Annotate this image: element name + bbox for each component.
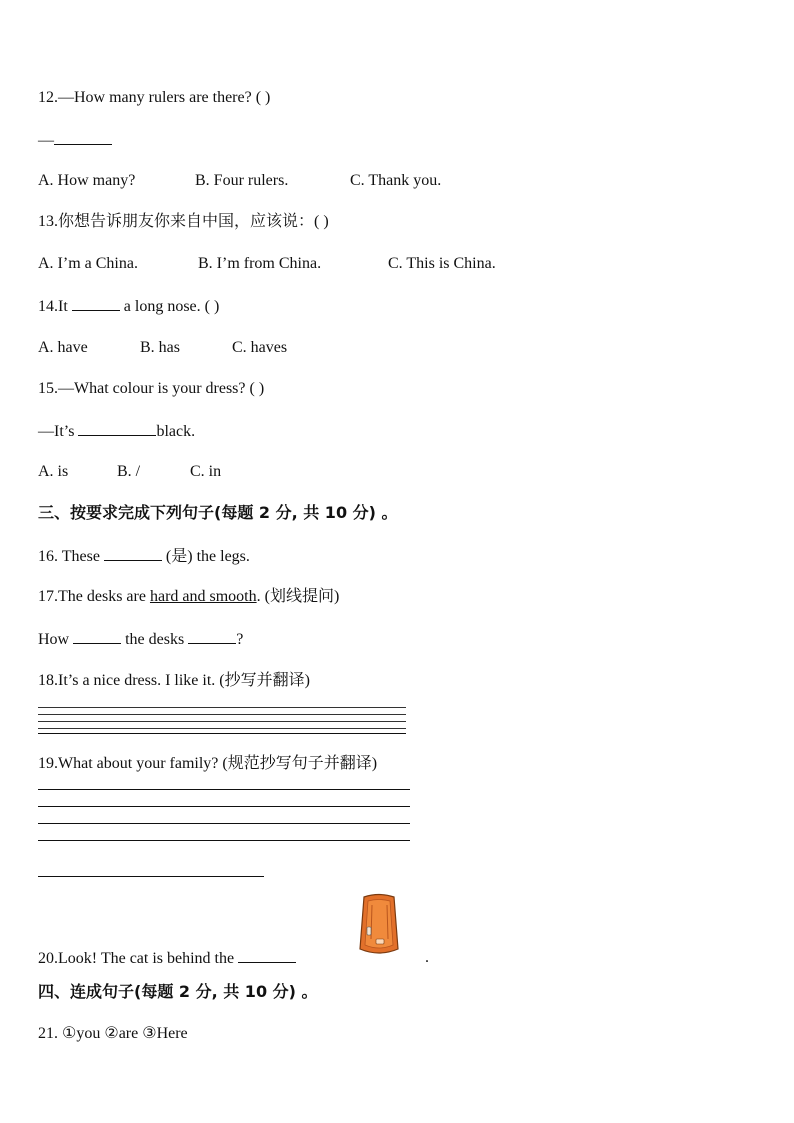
q17-the-desks: the desks: [125, 631, 185, 648]
q15-option-c[interactable]: C. in: [190, 463, 222, 480]
q12-options: [38, 171, 441, 191]
q17-blank-1[interactable]: [73, 629, 121, 644]
q19-writing-line-1[interactable]: [38, 789, 410, 790]
q19-writing-line-5[interactable]: [38, 876, 264, 877]
q12-dash: —: [38, 132, 54, 149]
q12-answer-line: [38, 130, 112, 151]
q13-question: 13.你想告诉朋友你来自中国，应该说：( ): [38, 213, 329, 230]
q13-option-c[interactable]: C. This is China.: [388, 255, 496, 272]
q17-blank-2[interactable]: [188, 629, 236, 644]
q20-question: [38, 948, 296, 969]
q18-writing-line-4[interactable]: [38, 728, 406, 729]
q17-answer: [38, 629, 243, 650]
orange-cabinet-icon: [358, 893, 400, 957]
q16-blank[interactable]: [104, 546, 162, 561]
q14-options: [38, 338, 287, 358]
q19-writing-line-3[interactable]: [38, 823, 410, 824]
q15-suffix: black.: [156, 423, 196, 440]
q14-blank[interactable]: [72, 296, 120, 311]
q17-prefix: 17.The desks are: [38, 588, 146, 605]
q18-question: 18.It’s a nice dress. I like it. (抄写并翻译): [38, 672, 310, 689]
q12-option-b[interactable]: B. Four rulers.: [195, 172, 289, 189]
q18-writing-line-3[interactable]: [38, 721, 406, 722]
q12-answer-blank[interactable]: [54, 130, 112, 145]
q20-prefix: 20.Look! The cat is behind the: [38, 950, 235, 967]
q17-question: [38, 587, 339, 607]
q20-period: .: [425, 949, 429, 966]
q13-option-b[interactable]: B. I’m from China.: [198, 255, 322, 272]
q18-writing-line-1[interactable]: [38, 707, 406, 708]
q14-prefix: 14.It: [38, 298, 68, 315]
q17-how: How: [38, 631, 70, 648]
q16-suffix: (是) the legs.: [165, 548, 250, 565]
q13-options: [38, 254, 496, 274]
q17-underlined-phrase: hard and smooth: [149, 588, 257, 605]
q21-question: 21. ①you ②are ③Here: [38, 1025, 188, 1042]
q15-option-a[interactable]: A. is: [38, 463, 69, 480]
q15-option-b[interactable]: B. /: [117, 463, 141, 480]
q16-question: [38, 546, 250, 567]
q20-blank[interactable]: [238, 948, 296, 963]
q12-option-c[interactable]: C. Thank you.: [350, 172, 442, 189]
q16-prefix: 16. These: [38, 548, 100, 565]
q18-writing-line-5[interactable]: [38, 733, 406, 734]
q17-suffix: . (划线提问): [256, 588, 340, 605]
q14-suffix: a long nose. ( ): [123, 298, 220, 315]
q15-question: 15.—What colour is your dress? ( ): [38, 380, 265, 397]
q14-option-a[interactable]: A. have: [38, 339, 88, 356]
q19-question: 19.What about your family? (规范抄写句子并翻译): [38, 755, 378, 772]
q18-writing-line-2[interactable]: [38, 714, 406, 715]
section-4-title: 四、连成句子(每题 2 分, 共 10 分) 。: [38, 982, 318, 1001]
q14-option-c[interactable]: C. haves: [232, 339, 288, 356]
q12-option-a[interactable]: A. How many?: [38, 172, 136, 189]
q15-blank[interactable]: [78, 421, 156, 436]
q15-options: [38, 462, 221, 482]
q19-writing-line-2[interactable]: [38, 806, 410, 807]
q17-question-mark: ?: [236, 631, 244, 648]
q14-question: [38, 296, 219, 317]
q15-prefix: —It’s: [38, 423, 75, 440]
section-3-title: 三、按要求完成下列句子(每题 2 分, 共 10 分) 。: [38, 503, 398, 522]
q15-answer: [38, 421, 195, 442]
q19-writing-line-4[interactable]: [38, 840, 410, 841]
q14-option-b[interactable]: B. has: [140, 339, 180, 356]
q12-question: 12.—How many rulers are there? ( ): [38, 89, 271, 106]
q13-option-a[interactable]: A. I’m a China.: [38, 255, 138, 272]
